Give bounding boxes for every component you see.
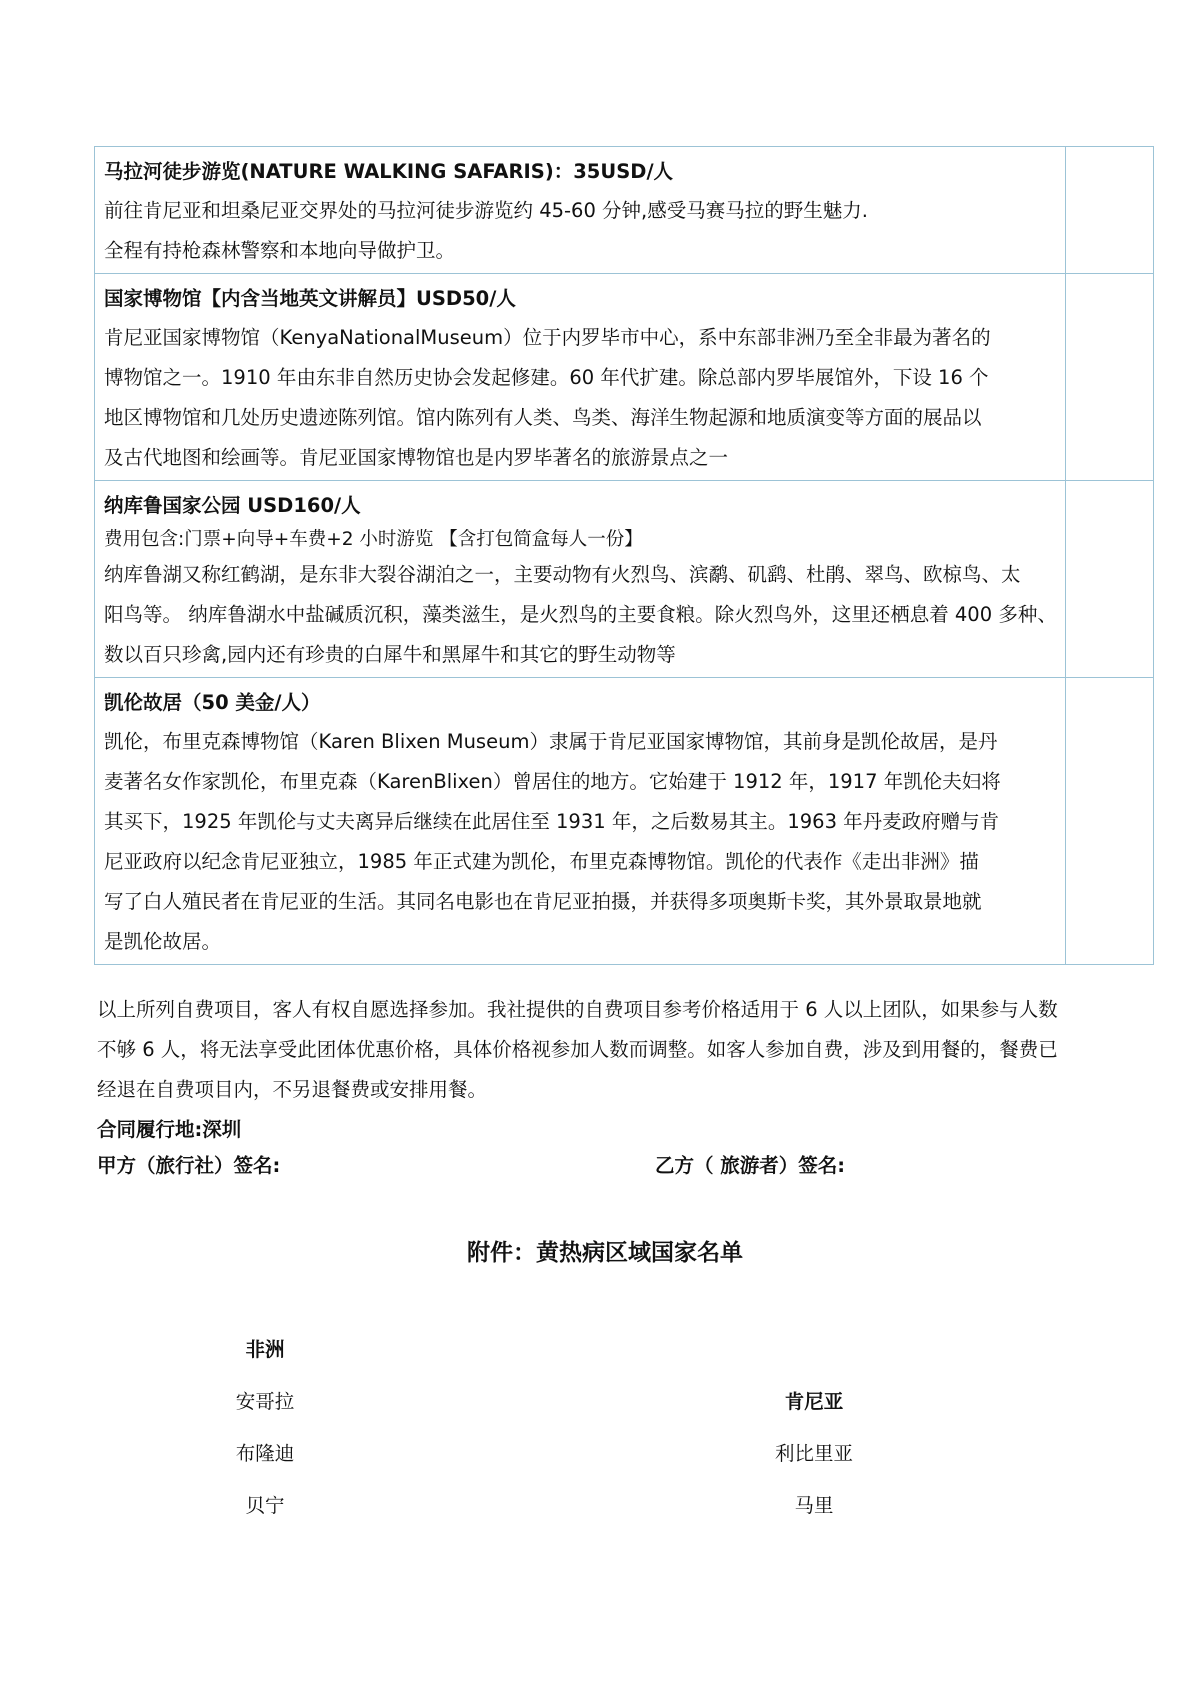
country-item: 利比里亚 xyxy=(774,1442,854,1465)
tour-desc-line: 地区博物馆和几处历史遗迹陈列馆。馆内陈列有人类、鸟类、海洋生物起源和地质演变等方面的展品以 xyxy=(104,406,982,429)
tour-title: 纳库鲁国家公园 USD160/人 xyxy=(104,494,361,517)
tour-cell xyxy=(95,274,1066,481)
tour-desc-line: 前往肯尼亚和坦桑尼亚交界处的马拉河徒步游览约 45-60 分钟,感受马赛马拉的野生魅力. xyxy=(104,199,868,222)
empty-cell xyxy=(1065,274,1153,481)
country-item: 肯尼亚 xyxy=(784,1390,844,1413)
party-a-signature: 甲方（旅行社）签名: xyxy=(97,1154,281,1177)
party-b-signature: 乙方（ 旅游者）签名: xyxy=(655,1154,846,1177)
tour-desc-line: 肯尼亚国家博物馆（KenyaNationalMuseum）位于内罗毕市中心，系中东部非洲乃至全非最为著名的 xyxy=(104,326,991,349)
tour-desc-line: 是凯伦故居。 xyxy=(104,930,222,953)
tour-desc-line: 写了白人殖民者在肯尼亚的生活。其同名电影也在肯尼亚拍摄，并获得多项奥斯卡奖，其外景取景地就 xyxy=(104,890,982,913)
empty-cell xyxy=(1065,481,1153,678)
tour-desc-line: 麦著名女作家凯伦，布里克森（KarenBlixen）曾居住的地方。它始建于 1912 年，1917 年凯伦夫妇将 xyxy=(104,770,1001,793)
tour-cell xyxy=(95,147,1066,274)
tour-desc-line: 阳鸟等。 纳库鲁湖水中盐碱质沉积，藻类滋生，是火烈鸟的主要食粮。除火烈鸟外，这里还栖息着 400 多种、 xyxy=(104,603,1057,626)
notice-line: 经退在自费项目内，不另退餐费或安排用餐。 xyxy=(97,1078,488,1101)
optional-tours-table xyxy=(94,146,1154,965)
tour-desc-line: 全程有持枪森林警察和本地向导做护卫。 xyxy=(104,239,456,262)
tour-desc-line: 其买下，1925 年凯伦与丈夫离异后继续在此居住至 1931 年，之后数易其主。1963 年丹麦政府赠与肯 xyxy=(104,810,1000,833)
tour-title: 国家博物馆【内含当地英文讲解员】USD50/人 xyxy=(104,287,516,310)
country-item: 布隆迪 xyxy=(235,1442,295,1465)
notice-line: 不够 6 人，将无法享受此团体优惠价格，具体价格视参加人数而调整。如客人参加自费，涉及到用餐的，餐费已 xyxy=(97,1038,1058,1061)
tour-desc-line: 纳库鲁湖又称红鹤湖，是东非大裂谷湖泊之一，主要动物有火烈鸟、滨鹬、矶鹞、杜鹃、翠鸟、欧椋鸟、太 xyxy=(104,563,1021,586)
table-row xyxy=(95,678,1154,965)
tour-desc-line: 博物馆之一。1910 年由东非自然历史协会发起修建。60 年代扩建。除总部内罗毕展馆外，下设 16 个 xyxy=(104,366,989,389)
tour-subtitle: 费用包含:门票+向导+车费+2 小时游览 【含打包简盒每人一份】 xyxy=(104,529,643,550)
tour-desc-line: 数以百只珍禽,园内还有珍贵的白犀牛和黑犀牛和其它的野生动物等 xyxy=(104,643,676,666)
country-item: 安哥拉 xyxy=(235,1390,295,1413)
tour-title: 马拉河徒步游览(NATURE WALKING SAFARIS)：35USD/人 xyxy=(104,160,674,183)
tour-desc-line: 尼亚政府以纪念肯尼亚独立，1985 年正式建为凯伦，布里克森博物馆。凯伦的代表作《走出非洲》描 xyxy=(104,850,979,873)
country-item: 马里 xyxy=(794,1494,834,1517)
region-heading: 非洲 xyxy=(245,1338,285,1361)
table-row xyxy=(95,481,1154,678)
annex-title: 附件：黄热病区域国家名单 xyxy=(467,1240,743,1266)
tour-cell xyxy=(95,481,1066,678)
tour-cell xyxy=(95,678,1066,965)
country-item: 贝宁 xyxy=(245,1494,285,1517)
table-row xyxy=(95,147,1154,274)
tour-desc-line: 凯伦，布里克森博物馆（Karen Blixen Museum）隶属于肯尼亚国家博物馆，其前身是凯伦故居，是丹 xyxy=(104,730,998,753)
empty-cell xyxy=(1065,147,1153,274)
tour-title: 凯伦故居（50 美金/人） xyxy=(104,691,321,714)
notice-line: 以上所列自费项目，客人有权自愿选择参加。我社提供的自费项目参考价格适用于 6 人以上团队，如果参与人数 xyxy=(97,998,1058,1021)
contract-place: 合同履行地:深圳 xyxy=(97,1118,242,1141)
notice-paragraph xyxy=(97,990,1097,1150)
empty-cell xyxy=(1065,678,1153,965)
table-row xyxy=(95,274,1154,481)
tour-desc-line: 及古代地图和绘画等。肯尼亚国家博物馆也是内罗毕著名的旅游景点之一 xyxy=(104,446,729,469)
